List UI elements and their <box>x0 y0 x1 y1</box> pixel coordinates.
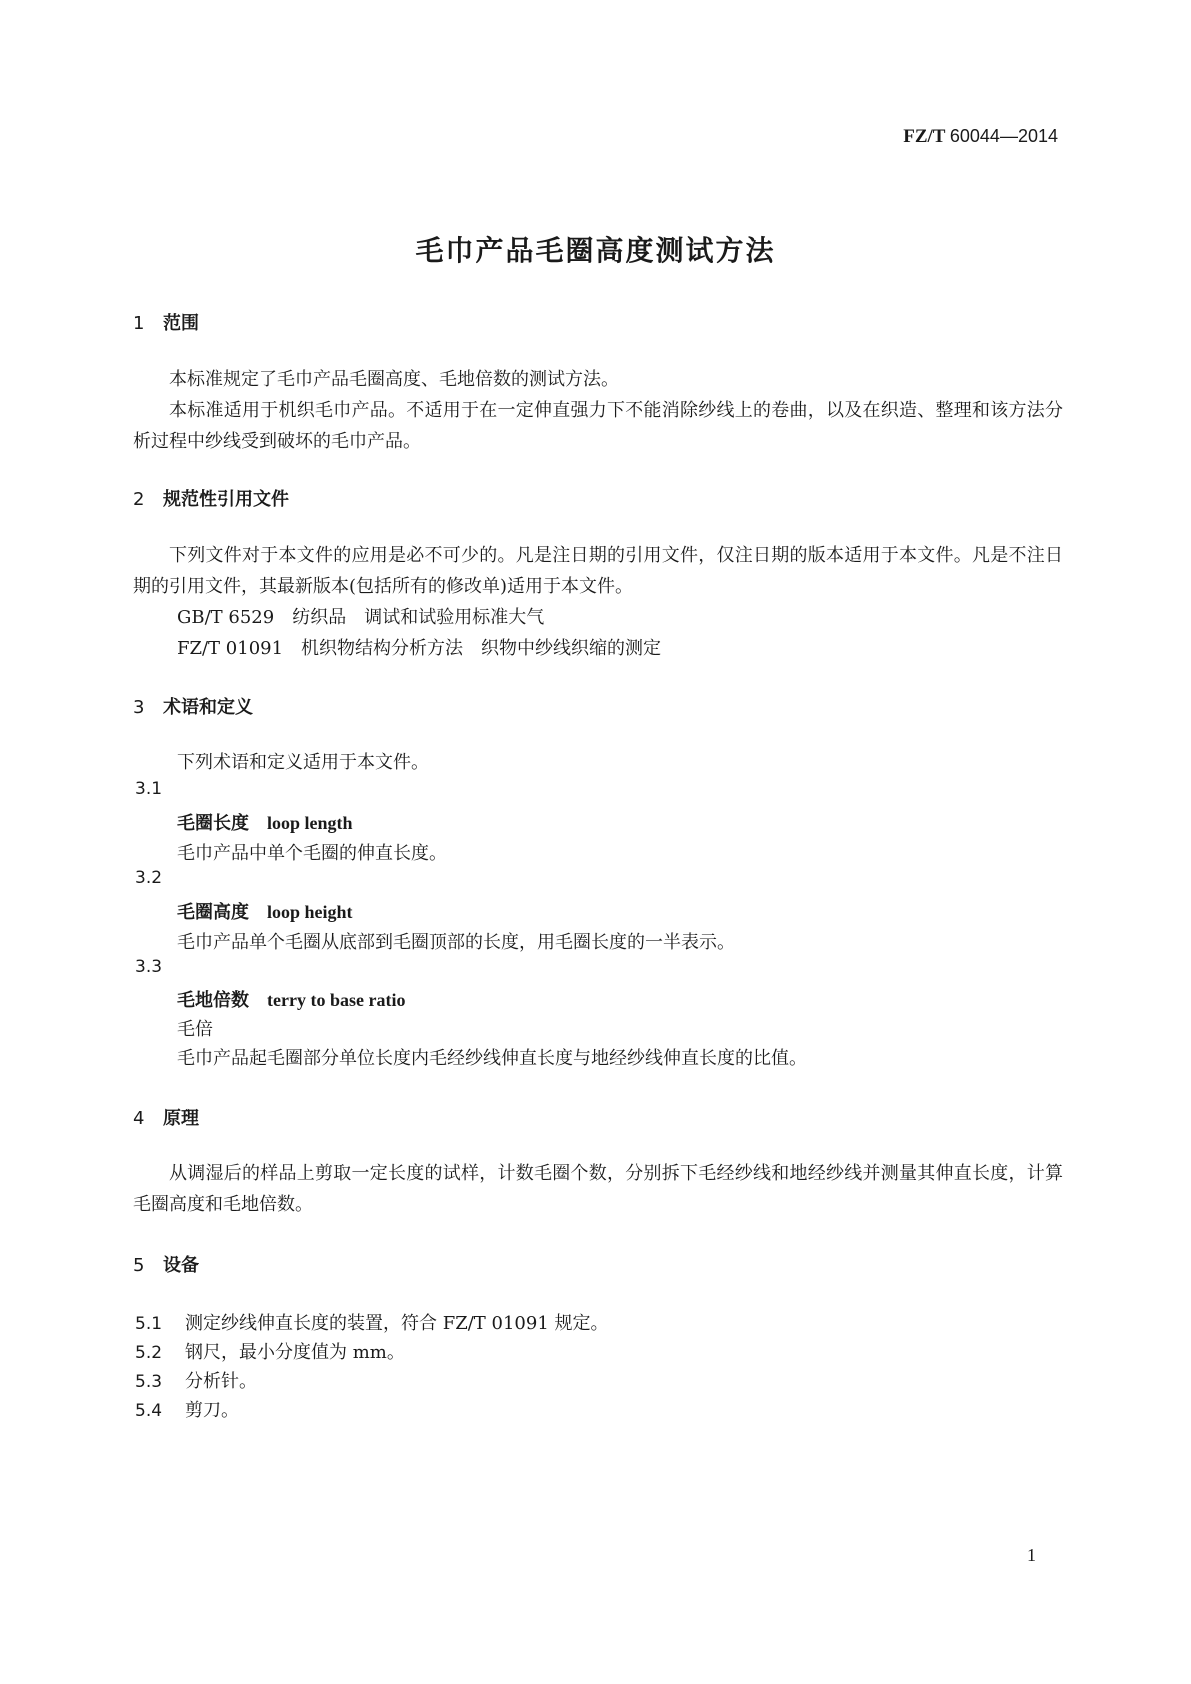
document-title: 毛巾产品毛圈高度测试方法 <box>415 234 776 267</box>
section-4-heading <box>133 1104 199 1130</box>
item-text: 钢尺，最小分度值为 mm。 <box>185 1342 405 1363</box>
section-title: 原理 <box>163 1108 199 1129</box>
term-loop-height <box>177 898 353 924</box>
section-title: 规范性引用文件 <box>163 489 289 510</box>
equipment-item <box>135 1367 257 1393</box>
term-chinese: 毛圈长度 <box>177 813 249 834</box>
reference-fz-t-01091: FZ/T 01091 机织物结构分析方法 织物中纱线织缩的测定 <box>177 638 662 659</box>
item-number: 5.4 <box>135 1401 163 1421</box>
section-1-paragraph-2: 本标准适用于机织毛巾产品。不适用于在一定伸直强力下不能消除纱线上的卷曲，以及在织造、整理和该方法分析过程中纱线受到破坏的毛巾产品。 <box>133 400 1063 452</box>
term-terry-to-base-ratio <box>177 986 405 1012</box>
section-title: 设备 <box>163 1255 199 1276</box>
item-text: 剪刀。 <box>185 1400 239 1421</box>
section-3-intro: 下列术语和定义适用于本文件。 <box>177 752 429 773</box>
item-number: 5.3 <box>135 1372 163 1392</box>
item-number: 5.2 <box>135 1343 163 1363</box>
standard-code-prefix: FZ/T <box>903 126 946 147</box>
term-terry-to-base-ratio-definition: 毛巾产品起毛圈部分单位长度内毛经纱线伸直长度与地经纱线伸直长度的比值。 <box>177 1048 807 1069</box>
term-chinese: 毛地倍数 <box>177 990 249 1011</box>
section-number: 2 <box>133 489 145 510</box>
section-title: 范围 <box>163 313 199 334</box>
term-loop-height-definition: 毛巾产品单个毛圈从底部到毛圈顶部的长度，用毛圈长度的一半表示。 <box>177 932 735 953</box>
equipment-item <box>135 1338 405 1364</box>
term-loop-length-definition: 毛巾产品中单个毛圈的伸直长度。 <box>177 843 447 864</box>
standard-code-number: 60044—2014 <box>949 126 1058 146</box>
equipment-item <box>135 1396 239 1422</box>
clause-3-1-number: 3.1 <box>135 779 163 799</box>
section-1-paragraph-1: 本标准规定了毛巾产品毛圈高度、毛地倍数的测试方法。 <box>169 369 619 390</box>
section-number: 1 <box>133 313 145 334</box>
item-text: 测定纱线伸直长度的装置，符合 FZ/T 01091 规定。 <box>185 1313 609 1334</box>
section-2-heading <box>133 485 289 511</box>
page-number: 1 <box>1027 1545 1036 1565</box>
section-number: 3 <box>133 697 145 718</box>
equipment-item <box>135 1309 609 1335</box>
section-4-paragraph-1: 从调湿后的样品上剪取一定长度的试样，计数毛圈个数，分别拆下毛经纱线和地经纱线并测量其伸直长度，计算毛圈高度和毛地倍数。 <box>133 1163 1063 1215</box>
term-english: loop length <box>267 813 353 833</box>
section-number: 4 <box>133 1108 145 1129</box>
section-title: 术语和定义 <box>163 697 253 718</box>
section-1-heading <box>133 309 199 335</box>
reference-gb-t-6529: GB/T 6529 纺织品 调试和试验用标准大气 <box>177 607 545 628</box>
section-3-heading <box>133 693 253 719</box>
term-alternative: 毛倍 <box>177 1019 213 1040</box>
term-loop-length <box>177 809 353 835</box>
standard-code <box>903 126 1058 148</box>
item-text: 分析针。 <box>185 1371 257 1392</box>
clause-3-3-number: 3.3 <box>135 957 163 977</box>
term-chinese: 毛圈高度 <box>177 902 249 923</box>
section-2-paragraph-1: 下列文件对于本文件的应用是必不可少的。凡是注日期的引用文件，仅注日期的版本适用于本文件。凡是不注日期的引用文件，其最新版本(包括所有的修改单)适用于本文件。 <box>133 545 1063 597</box>
section-number: 5 <box>133 1255 145 1276</box>
term-english: loop height <box>267 902 353 922</box>
clause-3-2-number: 3.2 <box>135 868 163 888</box>
term-english: terry to base ratio <box>267 990 406 1010</box>
section-5-heading <box>133 1251 199 1277</box>
item-number: 5.1 <box>135 1314 163 1334</box>
